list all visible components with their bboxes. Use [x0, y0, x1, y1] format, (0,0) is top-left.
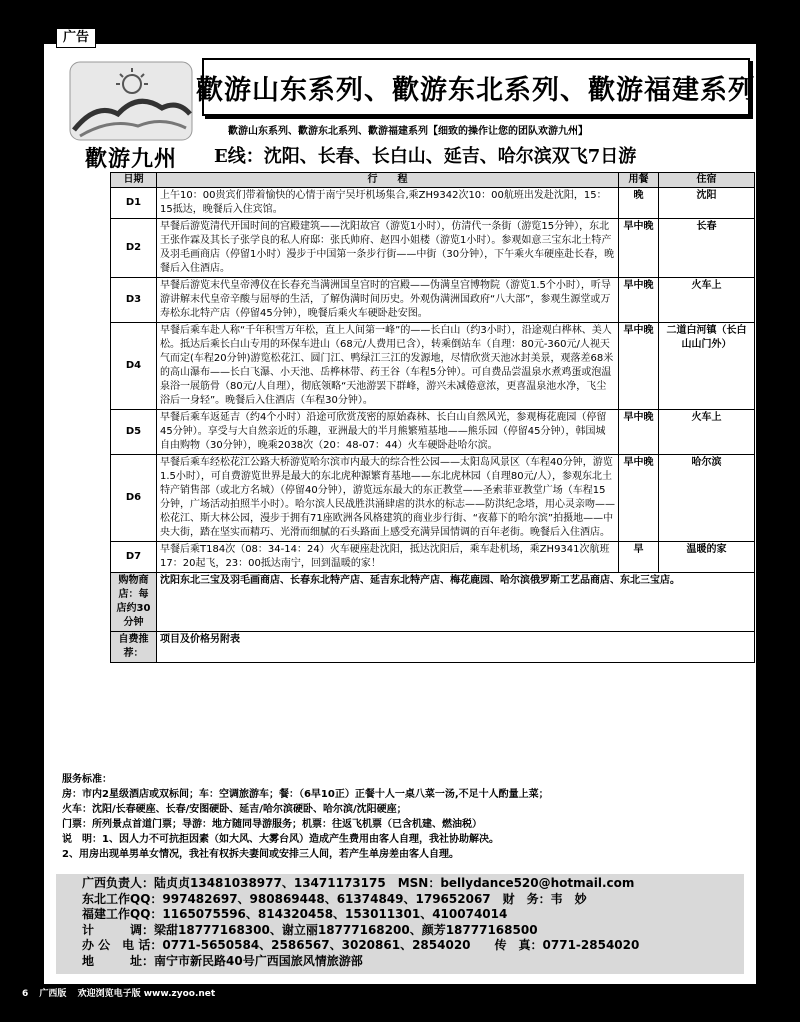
- title-banner: [196, 58, 756, 116]
- contact-line: 广西负责人：陆贞贞13481038977、13471173175 MSN：bellydance520@hotmail.com: [82, 876, 635, 890]
- itinerary-cell: 早餐后乘T184次（08：34-14：24）火车硬座赴沈阳，抵达沈阳后，乘车赴机场，乘ZH9341次航班17：20起飞，23：00抵达南宁，回到温暖的家！: [157, 542, 619, 573]
- table-row: [111, 323, 755, 410]
- col-header-hotel: 住宿: [659, 173, 755, 188]
- meal-cell: 早中晚: [619, 455, 659, 542]
- service-standards: [62, 772, 742, 862]
- ad-label: 广告: [56, 28, 96, 48]
- contact-line: 办 公 电 话：0771-5650584、2586567、3020861、2854020 传 真：0771-2854020: [82, 938, 640, 952]
- day-cell: D6: [111, 455, 157, 542]
- brand-logo: [66, 56, 196, 172]
- col-header-itinerary: 行 程: [157, 173, 619, 188]
- page-number: 6: [22, 989, 29, 999]
- page-footer: [22, 986, 223, 999]
- service-line: 服务标准：: [62, 774, 112, 785]
- page-title: 歡游山东系列、歡游东北系列、歡游福建系列: [196, 74, 756, 106]
- contact-line: 地 址：南宁市新民路40号广西国旅风情旅游部: [82, 953, 363, 968]
- itinerary-table: [110, 172, 755, 663]
- day-cell: D5: [111, 410, 157, 455]
- meal-cell: 早中晚: [619, 323, 659, 410]
- table-row: [111, 278, 755, 323]
- hotel-cell: 哈尔滨: [659, 455, 755, 542]
- table-row: [111, 188, 755, 219]
- footer-slogan: 欢迎浏览电子版 www.zyoo.net: [77, 989, 216, 999]
- hotel-cell: 沈阳: [659, 188, 755, 219]
- day-cell: D2: [111, 219, 157, 278]
- itinerary-cell: 早餐后乘车经松花江公路大桥游览哈尔滨市内最大的综合性公园——太阳岛风景区（车程40分钟，游览1.5小时），可自费游览世界是最大的东北虎种源繁育基地——东北虎林园（自理80元/人），参观东北土特产销售部（或北方名城）（停留40分钟），游览远东最大的东正教堂——圣索菲亚教堂广场（车程15分钟，广场活动拍照半小时）。哈尔滨人民战胜洪涌肆虐的洪水的标志——防洪纪念塔，用心灵亲吻——松花江、斯大林公园，漫步于拥有71座欧洲各风格建筑的商业步行街、“夜幕下的哈尔滨”拍摄地——中央大街，踏在坚实而精巧、光滑而细腻的石头路面上感受充满异国情调的百年老街。晚餐后入住酒店。: [157, 455, 619, 542]
- hotel-cell: 长春: [659, 219, 755, 278]
- hotel-cell: 火车上: [659, 278, 755, 323]
- table-row: [111, 219, 755, 278]
- service-line: 2、用房出现单男单女情况，我社有权拆夫妻间或安排三人间，若产生单房差由客人自理。: [62, 849, 459, 860]
- itinerary-cell: 早餐后游览末代皇帝溥仪在长春充当满洲国皇宫时的宫殿——伪满皇宫博物院（游览1.5个小时），听导游讲解末代皇帝辛酸与屈辱的生活，了解伪满时间历史。外观伪满洲国政府“八大部”，参观生源堂或万寿松东北特产店（停留45分钟），晚餐后乘火车硬卧赴安图。: [157, 278, 619, 323]
- hotel-cell: 火车上: [659, 410, 755, 455]
- footer-brand: 广西版: [39, 989, 67, 999]
- col-header-meal: 用餐: [619, 173, 659, 188]
- meal-cell: 晚: [619, 188, 659, 219]
- table-row: [111, 542, 755, 573]
- meal-cell: 早: [619, 542, 659, 573]
- day-cell: D1: [111, 188, 157, 219]
- meal-cell: 早中晚: [619, 410, 659, 455]
- table-header-row: [111, 173, 755, 188]
- shopping-text: 沈阳东北三宝及羽毛画商店、长春东北特产店、延吉东北特产店、梅花鹿园、哈尔滨俄罗斯工艺品商店、东北三宝店。: [157, 573, 755, 632]
- shopping-label: 购物商店：每店约30分钟: [111, 573, 157, 632]
- service-line: 火车：沈阳/长春硬座、长春/安图硬卧、延吉/哈尔滨硬卧、哈尔滨/沈阳硬座；: [62, 804, 407, 815]
- logo-text: 歡游九州: [84, 146, 177, 172]
- selfpay-row: [111, 632, 755, 663]
- service-line: 说 明：1、因人力不可抗拒因素（如大风、大雾台风）造成产生费用由客人自理，我社协助解决。: [62, 834, 499, 845]
- table-row: [111, 410, 755, 455]
- contact-line: 东北工作QQ：997482697、980869448、61374849、179652067 财 务：韦 妙: [82, 891, 587, 906]
- service-line: 房：市内2星级酒店或双标间；车：空调旅游车；餐：（6早10正）正餐十人一桌八菜一汤,不足十人酌量上菜；: [62, 789, 549, 800]
- shopping-row: [111, 573, 755, 632]
- service-line: 门票：所列景点首道门票；导游：地方随同导游服务；机票：往返飞机票（已含机建、燃油税）: [62, 819, 482, 830]
- selfpay-label: 自费推荐：: [111, 632, 157, 663]
- contact-line: 计 调：梁甜18777168300、谢立丽18777168200、颜芳18777168500: [82, 922, 538, 937]
- itinerary-cell: 早餐后乘车返延吉（约4个小时）沿途可欣赏茂密的原始森林、长白山自然风光，参观梅花鹿园（停留45分钟）。享受与大自然亲近的乐趣，亚洲最大的半月熊繁殖基地——熊乐园（停留45分钟），韩国城自由购物（30分钟），晚乘2038次（20：48-07：44）火车硬卧赴哈尔滨。: [157, 410, 619, 455]
- itinerary-cell: 早餐后游览清代开国时间的宫殿建筑——沈阳故宫（游览1小时），仿清代一条街（游览15分钟），东北王张作霖及其长子张学良的私人府邸：张氏帅府、赵四小姐楼（游览1小时）。参观如意三宝东北土特产及羽毛画商店（停留1小时）漫步于中国第一条步行街——中街（30分钟），下午乘火车硬座赴长春，晚餐后入住酒店。: [157, 219, 619, 278]
- table-row: [111, 455, 755, 542]
- mountain-sun-icon: [66, 56, 196, 142]
- selfpay-text: 项目及价格另附表: [157, 632, 755, 663]
- ad-page: [44, 44, 756, 984]
- subtitle: 歡游山东系列、歡游东北系列、歡游福建系列【细致的操作让您的团队欢游九州】: [228, 126, 588, 137]
- meal-cell: 早中晚: [619, 219, 659, 278]
- itinerary-cell: 上午10：00贵宾们带着愉快的心情于南宁吴圩机场集合,乘ZH9342次10：00航班出发赴沈阳，15：15抵达，晚餐后入住宾馆。: [157, 188, 619, 219]
- hotel-cell: 温暖的家: [659, 542, 755, 573]
- day-cell: D4: [111, 323, 157, 410]
- contact-box: [56, 874, 744, 974]
- day-cell: D3: [111, 278, 157, 323]
- hotel-cell: 二道白河镇（长白山山门外）: [659, 323, 755, 410]
- itinerary-cell: 早餐后乘车赴人称“千年积雪万年松，直上人间第一峰”的——长白山（约3小时），沿途观白桦林、美人松。抵达后乘长白山专用的环保车进山（68元/人费用已含），转乘倒站车（自理：80元-360元/人视天气而定(车程20分钟)游览松花江、圆门江、鸭绿江三江的发源地，尽情欣赏天池冰封美景，观落差68米的高山瀑布——长白飞瀑、小天池、岳桦林带、药王谷（车程5分钟）。可自费品尝温泉水煮鸡蛋或泡温泉浴一展筋骨（80元/人自理），彻底领略“天池游罢下群峰，游兴未减倦意浓，更喜温泉池水净，飞尘浴后一身轻”。晚餐后入住酒店（车程30分钟）。: [157, 323, 619, 410]
- contact-line: 福建工作QQ：1165075596、814320458、153011301、410074014: [82, 907, 508, 921]
- day-cell: D7: [111, 542, 157, 573]
- col-header-date: 日期: [111, 173, 157, 188]
- meal-cell: 早中晚: [619, 278, 659, 323]
- route-title: E线：沈阳、长春、长白山、延吉、哈尔滨双飞7日游: [214, 146, 637, 167]
